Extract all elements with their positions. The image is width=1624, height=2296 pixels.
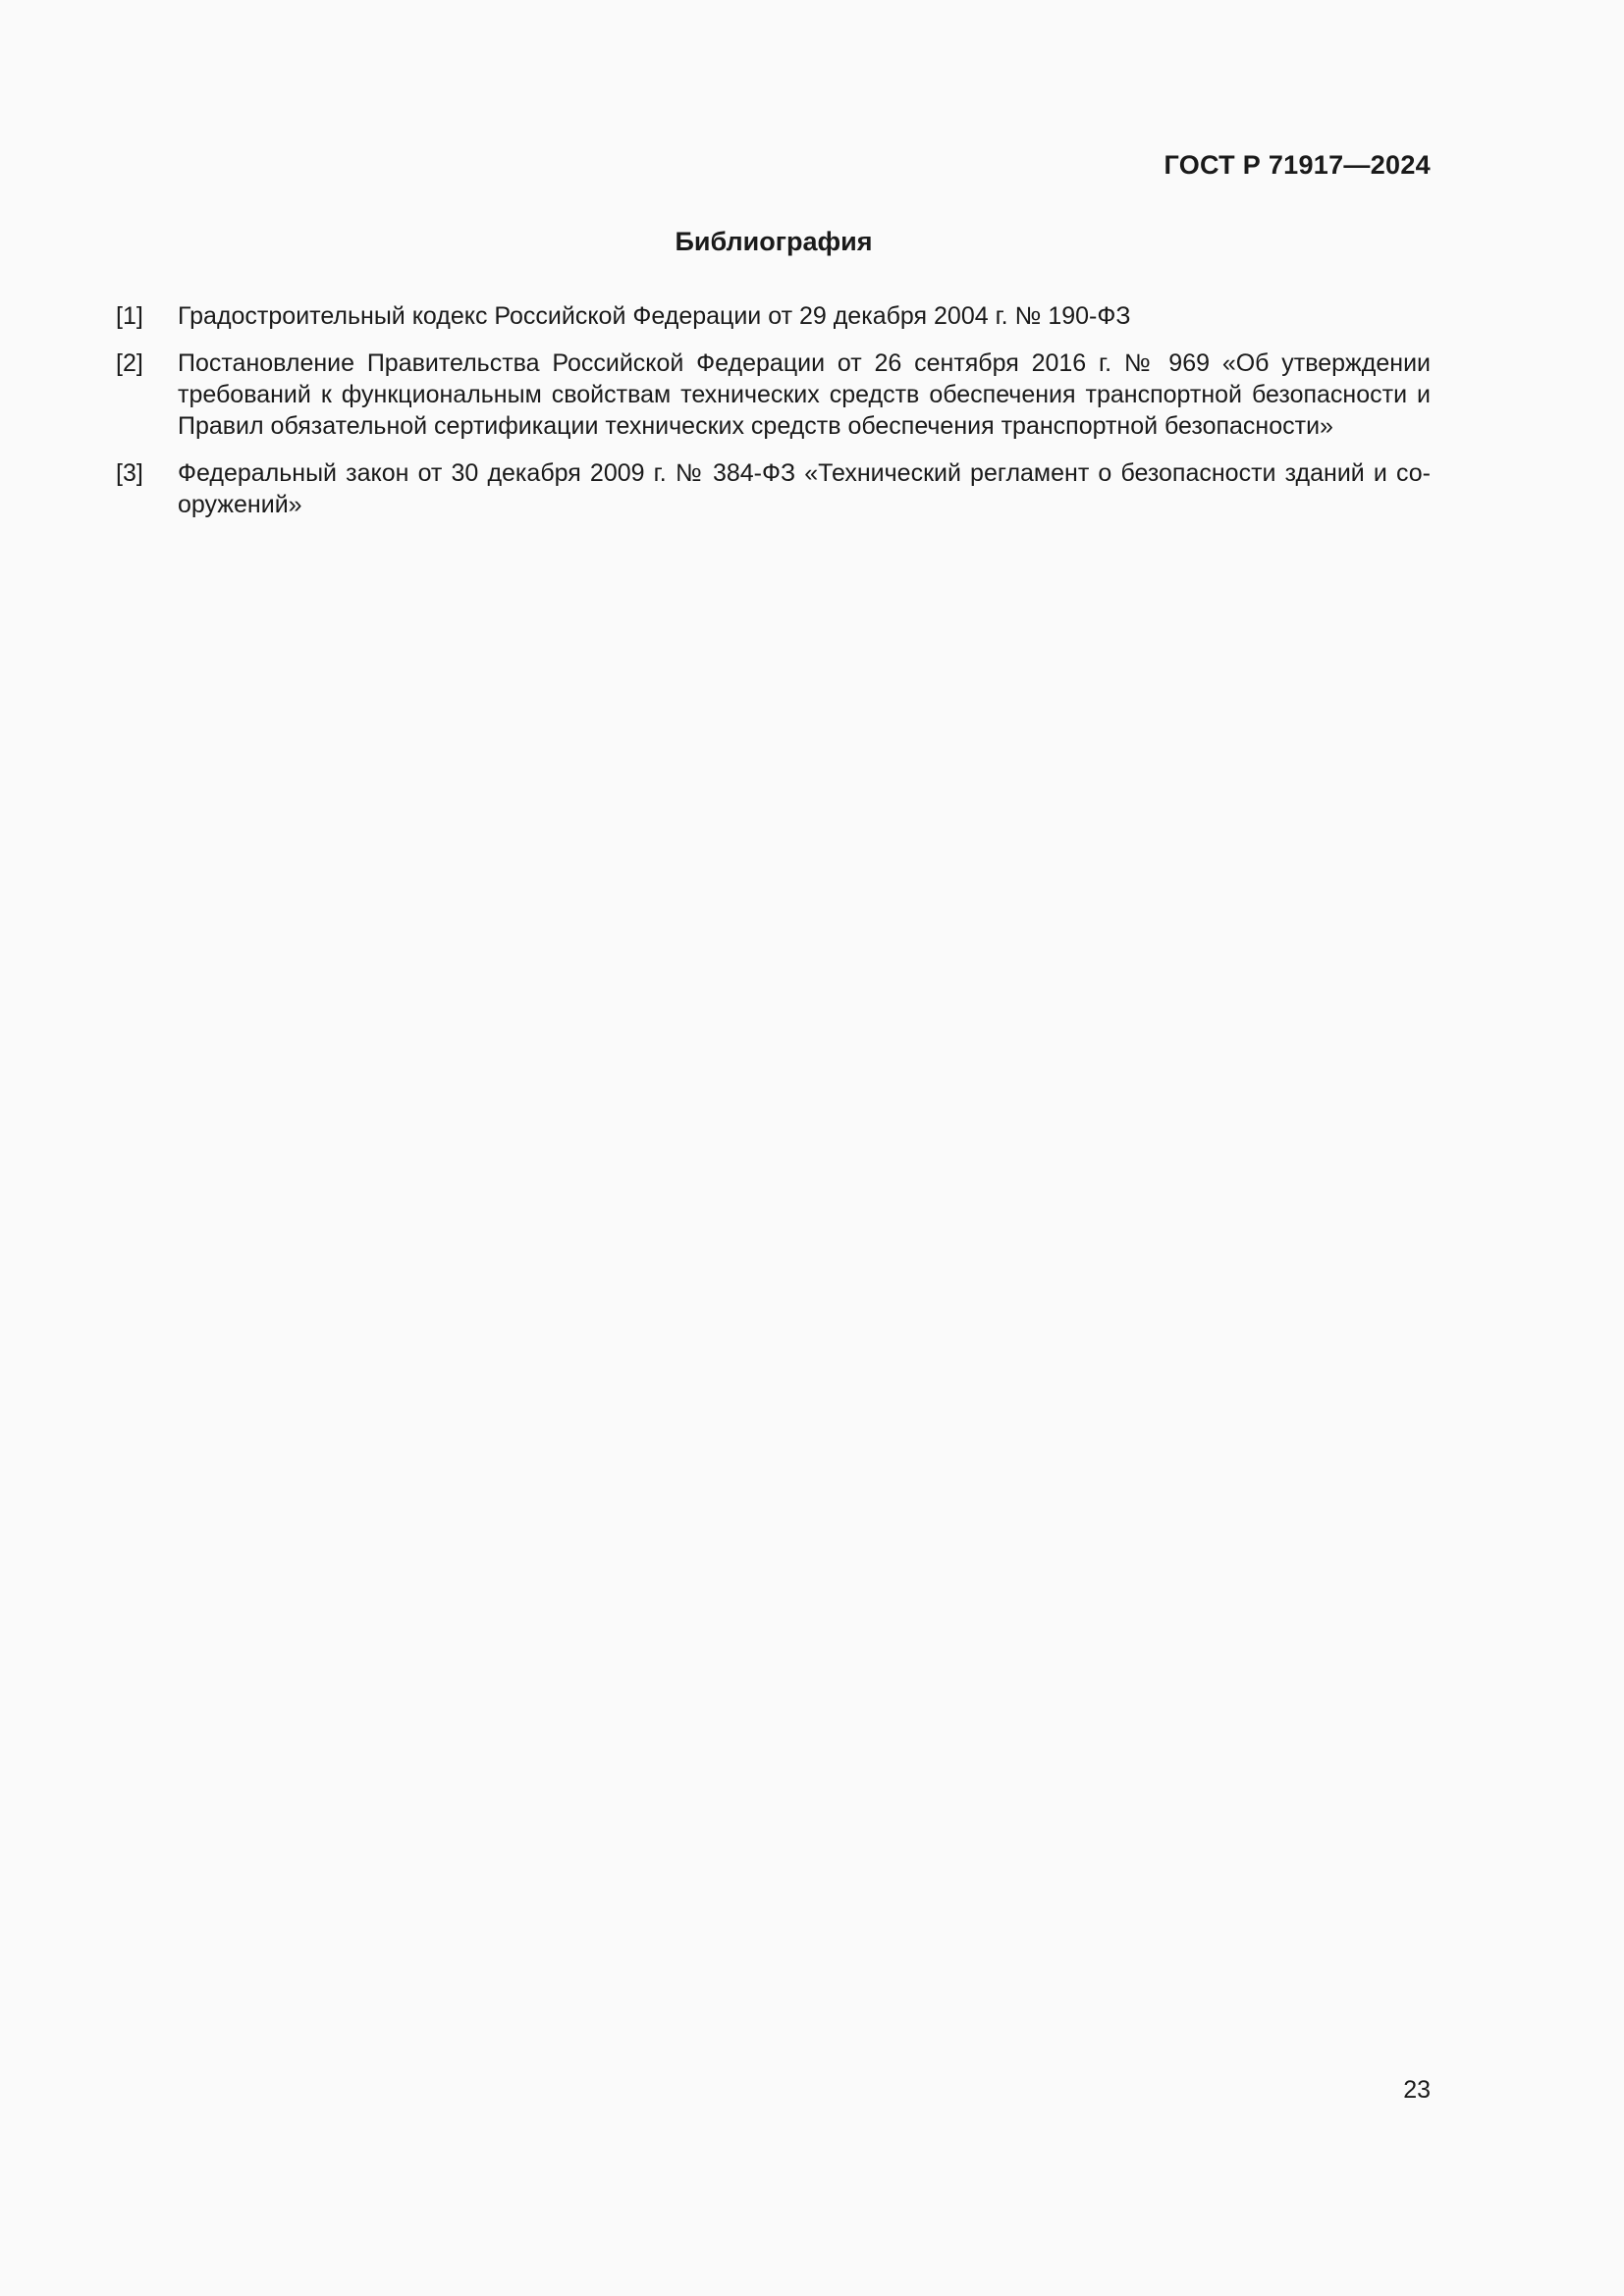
page-number: 23: [1403, 2076, 1431, 2104]
bibliography-list: [116, 300, 1431, 536]
bibliography-item: [116, 300, 1431, 332]
document-code: ГОСТ Р 71917—2024: [1164, 150, 1431, 180]
section-title: Библиография: [675, 227, 873, 256]
bibliography-item-text: Градостроительный кодекс Российской Федерации от 29 декабря 2004 г. № 190-ФЗ: [178, 302, 1131, 330]
bibliography-item: [116, 347, 1431, 442]
bibliography-item-number: [2]: [116, 349, 143, 377]
bibliography-item: [116, 457, 1431, 520]
bibliography-item-number: [1]: [116, 302, 143, 330]
bibliography-item-text: Постановление Правительства Российской Федерации от 26 сентября 2016 г. № 969 «Об утверждении требований к функциональным свойствам технических средств обеспечения транспортной безопасности и Правил обязательной сертификации технических средств обеспечения транспортной безопасности»: [178, 349, 1431, 440]
bibliography-item-text: Федеральный закон от 30 декабря 2009 г. № 384-ФЗ «Технический регламент о безопасности зданий и сооружений»: [178, 459, 1431, 518]
bibliography-item-number: [3]: [116, 459, 143, 487]
